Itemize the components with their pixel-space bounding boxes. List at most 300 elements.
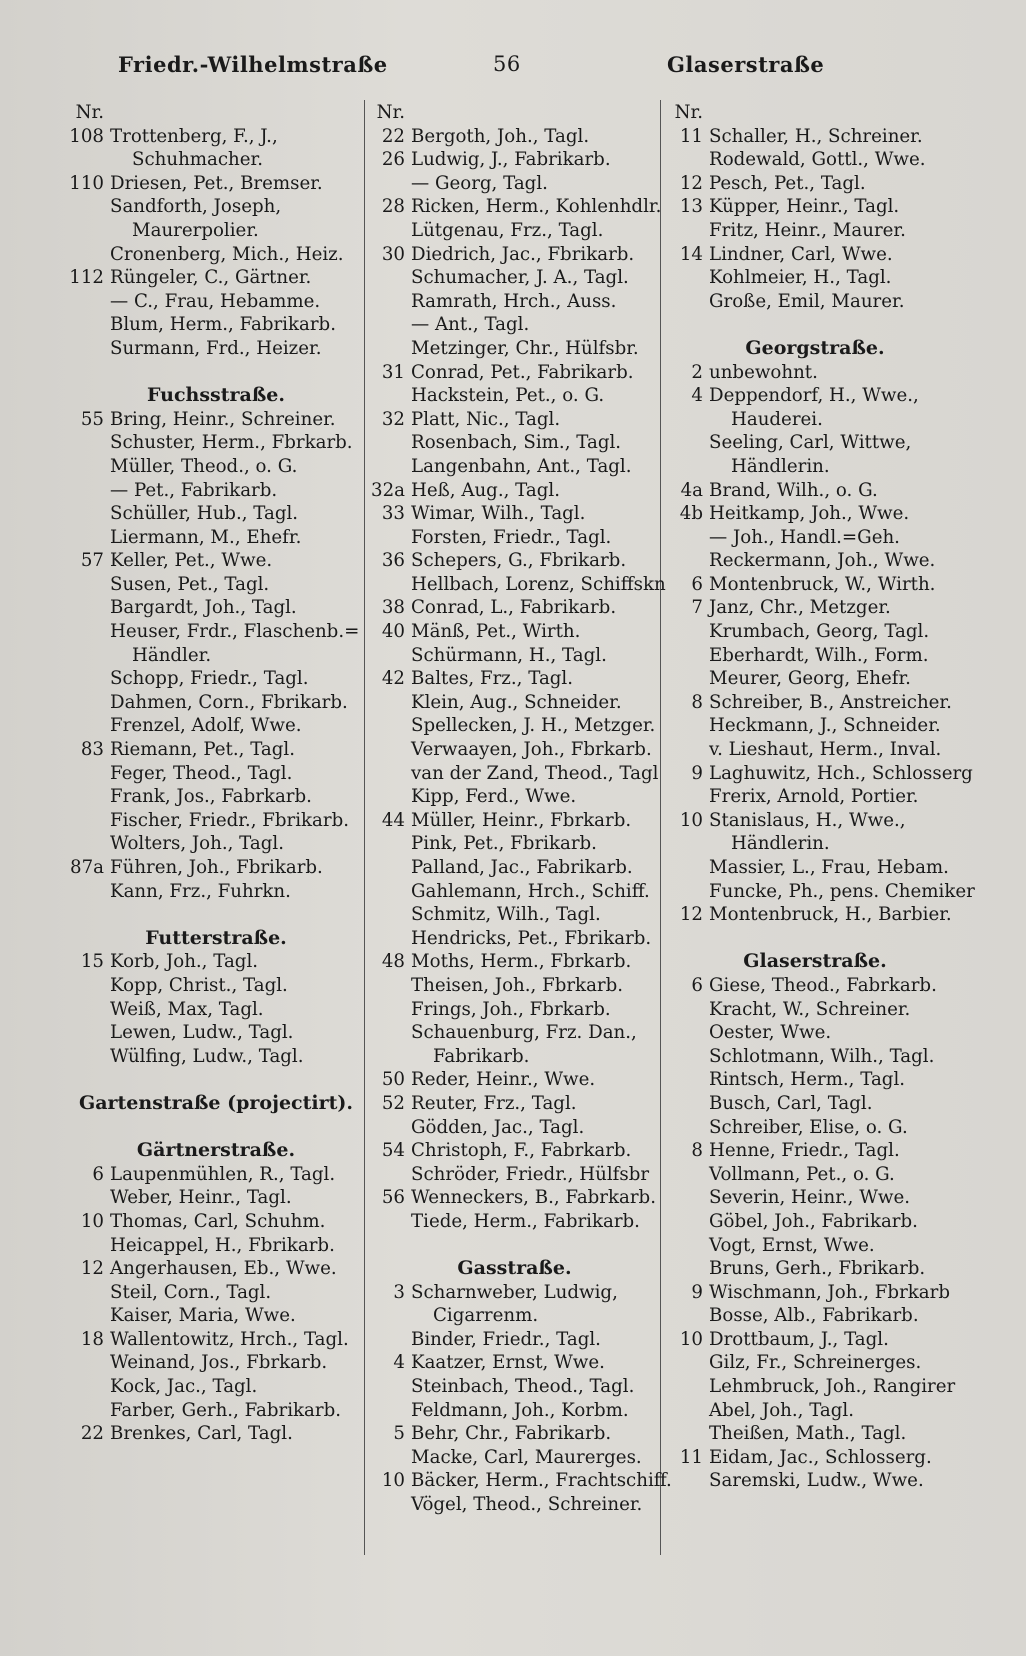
directory-entry bbox=[66, 1422, 366, 1446]
resident-text: Susen, Pet., Tagl. bbox=[110, 573, 270, 595]
house-number: 10 bbox=[80, 1210, 104, 1232]
resident-text: Schmitz, Wilh., Tagl. bbox=[411, 904, 601, 926]
street-heading: Gasstraße. bbox=[457, 1257, 572, 1280]
house-number: 26 bbox=[381, 149, 405, 171]
resident-text: Schepers, G., Fbrikarb. bbox=[411, 550, 627, 572]
directory-entry bbox=[665, 1375, 965, 1399]
resident-text: Mänß, Pet., Wirth. bbox=[411, 621, 581, 643]
spacer bbox=[665, 927, 965, 951]
directory-entry bbox=[367, 1116, 662, 1140]
resident-text: Blum, Herm., Fabrikarb. bbox=[110, 314, 336, 336]
directory-entry bbox=[367, 384, 662, 408]
directory-entry bbox=[66, 1163, 366, 1187]
house-number: Nr. bbox=[674, 102, 703, 123]
resident-text: Wülfing, Ludw., Tagl. bbox=[110, 1045, 304, 1067]
directory-entry bbox=[66, 620, 366, 644]
directory-entry bbox=[66, 762, 366, 786]
directory-entry bbox=[66, 408, 366, 432]
directory-entry bbox=[367, 809, 662, 833]
directory-entry bbox=[66, 1045, 366, 1069]
directory-entry bbox=[367, 714, 662, 738]
directory-entry bbox=[367, 644, 662, 668]
directory-entry bbox=[66, 832, 366, 856]
resident-text: Driesen, Pet., Bremser. bbox=[110, 172, 323, 194]
resident-text: Schüller, Hub., Tagl. bbox=[110, 503, 299, 525]
directory-entry bbox=[66, 1021, 366, 1045]
directory-entry bbox=[367, 667, 662, 691]
directory-entry bbox=[665, 1446, 965, 1470]
directory-entry bbox=[66, 950, 366, 974]
directory-entry bbox=[66, 549, 366, 573]
directory-entry bbox=[367, 1422, 662, 1446]
resident-text: Giese, Theod., Fabrkarb. bbox=[709, 974, 937, 996]
directory-entry bbox=[665, 549, 965, 573]
resident-text: Müller, Heinr., Fbrkarb. bbox=[411, 809, 632, 831]
directory-entry bbox=[66, 856, 366, 880]
resident-text: Farber, Gerh., Fabrikarb. bbox=[110, 1399, 341, 1421]
house-number: 11 bbox=[679, 125, 703, 147]
house-number: 56 bbox=[381, 1187, 405, 1209]
resident-text: Schürmann, H., Tagl. bbox=[411, 644, 607, 666]
resident-text: Cigarrenm. bbox=[433, 1305, 539, 1327]
directory-entry bbox=[665, 880, 975, 904]
directory-entry bbox=[66, 1234, 366, 1258]
resident-text: Theisen, Joh., Fbrkarb. bbox=[411, 974, 624, 996]
resident-text: Wallentowitz, Hrch., Tagl. bbox=[110, 1328, 349, 1350]
resident-text: Bäcker, Herm., Frachtschiff. bbox=[411, 1470, 672, 1492]
directory-entry bbox=[367, 573, 666, 597]
directory-entry bbox=[66, 1210, 366, 1234]
directory-entry bbox=[665, 526, 965, 550]
resident-text: Reckermann, Joh., Wwe. bbox=[709, 550, 936, 572]
directory-entry bbox=[367, 1163, 662, 1187]
resident-text: Schumacher, J. A., Tagl. bbox=[411, 267, 629, 289]
directory-entry bbox=[665, 1092, 965, 1116]
directory-entry bbox=[367, 974, 662, 998]
directory-entry bbox=[367, 408, 662, 432]
directory-entry bbox=[665, 1328, 965, 1352]
directory-entry bbox=[367, 1446, 662, 1470]
resident-text: Wischmann, Joh., Fbrkarb bbox=[709, 1281, 950, 1303]
spacer bbox=[66, 1116, 366, 1140]
resident-text: Fischer, Friedr., Fbrikarb. bbox=[110, 809, 350, 831]
resident-text: Lindner, Carl, Wwe. bbox=[709, 243, 893, 265]
directory-entry bbox=[665, 219, 965, 243]
house-number: 54 bbox=[381, 1140, 405, 1162]
resident-text: Platt, Nic., Tagl. bbox=[411, 408, 561, 430]
directory-entry bbox=[367, 596, 662, 620]
directory-entry bbox=[367, 1021, 662, 1045]
resident-text: Weber, Heinr., Tagl. bbox=[110, 1187, 292, 1209]
house-number: 6 bbox=[691, 974, 703, 996]
house-number: 10 bbox=[381, 1470, 405, 1492]
resident-text: Liermann, M., Ehefr. bbox=[110, 526, 302, 548]
resident-text: Meurer, Georg, Ehefr. bbox=[709, 668, 911, 690]
house-number: 10 bbox=[679, 1328, 703, 1350]
house-number: 11 bbox=[679, 1446, 703, 1468]
directory-entry bbox=[665, 195, 965, 219]
directory-entry bbox=[367, 832, 662, 856]
house-number: 36 bbox=[381, 550, 405, 572]
resident-text: Deppendorf, H., Wwe., bbox=[709, 385, 919, 407]
directory-entry bbox=[66, 1257, 366, 1281]
directory-entry bbox=[66, 738, 366, 762]
directory-entry bbox=[665, 1139, 965, 1163]
house-number: 8 bbox=[691, 1140, 703, 1162]
house-number: 38 bbox=[381, 597, 405, 619]
resident-text: van der Zand, Theod., Tagl bbox=[411, 762, 659, 784]
directory-entry bbox=[367, 950, 662, 974]
house-number: 108 bbox=[69, 125, 104, 147]
directory-entry bbox=[665, 1021, 965, 1045]
directory-entry bbox=[665, 101, 965, 125]
house-number: 14 bbox=[679, 243, 703, 265]
directory-entry bbox=[665, 998, 965, 1022]
directory-entry bbox=[66, 337, 366, 361]
resident-text: Busch, Carl, Tagl. bbox=[709, 1092, 873, 1114]
resident-text: Vollmann, Pet., o. G. bbox=[709, 1163, 895, 1185]
page-number: 56 bbox=[493, 52, 521, 76]
directory-entry bbox=[665, 1186, 965, 1210]
directory-entry bbox=[665, 1068, 965, 1092]
resident-text: Binder, Friedr., Tagl. bbox=[411, 1328, 601, 1350]
directory-entry bbox=[66, 502, 366, 526]
spacer bbox=[367, 1234, 662, 1258]
street-heading: Gärtnerstraße. bbox=[136, 1139, 296, 1162]
resident-text: Conrad, Pet., Fabrikarb. bbox=[411, 361, 634, 383]
directory-entry bbox=[665, 431, 965, 455]
resident-text: Hackstein, Pet., o. G. bbox=[411, 385, 605, 407]
directory-entry bbox=[665, 1210, 965, 1234]
directory-entry bbox=[66, 101, 366, 125]
house-number: 7 bbox=[691, 597, 703, 619]
resident-text: Ludwig, J., Fabrikarb. bbox=[411, 149, 611, 171]
resident-text: Gahlemann, Hrch., Schiff. bbox=[411, 880, 650, 902]
directory-entry bbox=[665, 148, 965, 172]
directory-entry bbox=[665, 1469, 965, 1493]
directory-entry bbox=[367, 1068, 662, 1092]
house-number: 55 bbox=[80, 408, 104, 430]
directory-entry bbox=[665, 290, 965, 314]
house-number: 3 bbox=[393, 1281, 405, 1303]
house-number: 83 bbox=[80, 739, 104, 761]
directory-entry bbox=[665, 785, 965, 809]
directory-entry bbox=[665, 738, 965, 762]
directory-entry bbox=[367, 927, 662, 951]
resident-text: Lütgenau, Frz., Tagl. bbox=[411, 219, 604, 241]
directory-entry bbox=[665, 856, 965, 880]
directory-entry bbox=[665, 1116, 965, 1140]
house-number: 22 bbox=[80, 1423, 104, 1445]
directory-entry bbox=[665, 832, 965, 856]
resident-text: Große, Emil, Maurer. bbox=[709, 290, 905, 312]
directory-entry bbox=[665, 172, 965, 196]
directory-entry bbox=[367, 1281, 662, 1305]
resident-text: Müller, Theod., o. G. bbox=[110, 455, 298, 477]
resident-text: Montenbruck, H., Barbier. bbox=[709, 904, 952, 926]
house-number: 50 bbox=[381, 1069, 405, 1091]
resident-text: Weiß, Max, Tagl. bbox=[110, 998, 264, 1020]
street-heading: Futterstraße. bbox=[145, 926, 287, 949]
resident-text: Seeling, Carl, Wittwe, bbox=[709, 432, 912, 454]
directory-entry bbox=[367, 526, 662, 550]
resident-text: Klein, Aug., Schneider. bbox=[411, 691, 622, 713]
house-number: 4b bbox=[679, 503, 703, 525]
directory-entry bbox=[66, 644, 366, 668]
directory-entry bbox=[665, 1163, 965, 1187]
directory-entry bbox=[367, 880, 662, 904]
directory-entry bbox=[665, 384, 965, 408]
house-number: 12 bbox=[679, 904, 703, 926]
directory-entry bbox=[367, 1304, 662, 1328]
house-number: 22 bbox=[381, 125, 405, 147]
resident-text: Wimar, Wilh., Tagl. bbox=[411, 503, 586, 525]
resident-text: — Ant., Tagl. bbox=[411, 314, 530, 336]
resident-text: Bosse, Alb., Fabrikarb. bbox=[709, 1305, 919, 1327]
spacer bbox=[66, 903, 366, 927]
resident-text: Küpper, Heinr., Tagl. bbox=[709, 196, 900, 218]
resident-text: Frings, Joh., Fbrkarb. bbox=[411, 998, 611, 1020]
house-number: 32a bbox=[371, 479, 405, 501]
resident-text: Palland, Jac., Fabrikarb. bbox=[411, 857, 633, 878]
directory-entry bbox=[367, 1210, 662, 1234]
directory-entry bbox=[66, 195, 366, 219]
directory-entry bbox=[66, 596, 366, 620]
resident-text: Kopp, Christ., Tagl. bbox=[110, 974, 288, 996]
resident-text: Baltes, Frz., Tagl. bbox=[411, 668, 574, 690]
resident-text: Schreiber, B., Anstreicher. bbox=[709, 691, 952, 713]
directory-entry bbox=[665, 125, 965, 149]
resident-text: Rintsch, Herm., Tagl. bbox=[709, 1069, 906, 1091]
resident-text: Steinbach, Theod., Tagl. bbox=[411, 1376, 635, 1398]
resident-text: Hellbach, Lorenz, Schiffskn bbox=[411, 573, 666, 595]
directory-entry bbox=[367, 455, 662, 479]
resident-text: Fritz, Heinr., Maurer. bbox=[709, 219, 906, 241]
resident-text: Händlerin. bbox=[731, 833, 830, 855]
directory-entry bbox=[66, 573, 366, 597]
resident-text: v. Lieshaut, Herm., Inval. bbox=[709, 739, 942, 761]
resident-text: Bargardt, Joh., Tagl. bbox=[110, 597, 297, 619]
resident-text: Ricken, Herm., Kohlenhdlr. bbox=[411, 196, 662, 218]
house-number: 4 bbox=[393, 1352, 405, 1374]
directory-entry bbox=[665, 974, 965, 998]
house-number: 18 bbox=[80, 1328, 104, 1350]
resident-text: Pesch, Pet., Tagl. bbox=[709, 172, 866, 194]
directory-entry bbox=[367, 502, 662, 526]
house-number: 15 bbox=[80, 951, 104, 973]
resident-text: Kann, Frz., Fuhrkn. bbox=[110, 880, 291, 902]
spacer bbox=[66, 361, 366, 385]
house-number: 13 bbox=[679, 196, 703, 218]
directory-entry bbox=[367, 1493, 662, 1517]
resident-text: unbewohnt. bbox=[709, 361, 818, 383]
directory-entry bbox=[665, 620, 965, 644]
directory-entry bbox=[66, 809, 366, 833]
resident-text: Riemann, Pet., Tagl. bbox=[110, 739, 295, 761]
directory-entry bbox=[66, 290, 366, 314]
house-number: 48 bbox=[381, 951, 405, 973]
directory-entry bbox=[367, 738, 662, 762]
directory-entry bbox=[665, 479, 965, 503]
directory-entry bbox=[367, 101, 662, 125]
resident-text: Reuter, Frz., Tagl. bbox=[411, 1092, 577, 1114]
resident-text: Rosenbach, Sim., Tagl. bbox=[411, 432, 622, 454]
directory-entry bbox=[66, 172, 366, 196]
directory-entry bbox=[367, 1469, 672, 1493]
directory-entry bbox=[665, 596, 965, 620]
resident-text: Bergoth, Joh., Tagl. bbox=[411, 125, 590, 147]
directory-entry bbox=[66, 998, 366, 1022]
directory-entry bbox=[665, 455, 965, 479]
resident-text: Rüngeler, C., Gärtner. bbox=[110, 267, 312, 289]
house-number: 6 bbox=[92, 1163, 104, 1185]
resident-text: Spellecken, J. H., Metzger. bbox=[411, 715, 656, 737]
running-header-right: Glaserstraße bbox=[667, 52, 825, 77]
directory-entry bbox=[367, 785, 662, 809]
directory-entry bbox=[66, 125, 366, 149]
resident-text: Heß, Aug., Tagl. bbox=[411, 479, 560, 501]
resident-text: Hauderei. bbox=[731, 408, 823, 430]
running-header-left: Friedr.-Wilhelmstraße bbox=[118, 52, 388, 77]
resident-text: Göbel, Joh., Fabrikarb. bbox=[709, 1210, 918, 1232]
resident-text: Metzinger, Chr., Hülfsbr. bbox=[411, 337, 639, 359]
resident-text: Kock, Jac., Tagl. bbox=[110, 1376, 258, 1398]
directory-entry bbox=[665, 266, 965, 290]
resident-text: Verwaayen, Joh., Fbrkarb. bbox=[411, 739, 652, 761]
house-number: 8 bbox=[691, 691, 703, 713]
resident-text: Scharnweber, Ludwig, bbox=[411, 1281, 618, 1303]
resident-text: Kaiser, Maria, Wwe. bbox=[110, 1305, 296, 1327]
resident-text: Lewen, Ludw., Tagl. bbox=[110, 1022, 294, 1044]
directory-column-1 bbox=[66, 101, 366, 1446]
resident-text: Ramrath, Hrch., Auss. bbox=[411, 290, 617, 312]
resident-text: Schröder, Friedr., Hülfsbr bbox=[411, 1163, 650, 1185]
directory-entry bbox=[665, 667, 965, 691]
resident-text: Bring, Heinr., Schreiner. bbox=[110, 408, 336, 430]
directory-entry bbox=[66, 148, 366, 172]
house-number: 5 bbox=[393, 1423, 405, 1445]
resident-text: Christoph, F., Fabrkarb. bbox=[411, 1140, 632, 1162]
directory-entry bbox=[66, 1281, 366, 1305]
resident-text: Sandforth, Joseph, bbox=[110, 196, 282, 218]
directory-entry bbox=[665, 644, 965, 668]
directory-entry bbox=[367, 479, 662, 503]
resident-text: Reder, Heinr., Wwe. bbox=[411, 1069, 596, 1091]
directory-entry bbox=[665, 1304, 965, 1328]
street-heading: Fuchsstraße. bbox=[147, 384, 285, 407]
directory-entry bbox=[367, 313, 662, 337]
directory-entry bbox=[367, 1092, 662, 1116]
resident-text: Bruns, Gerh., Fbrikarb. bbox=[709, 1258, 926, 1280]
resident-text: Angerhausen, Eb., Wwe. bbox=[110, 1258, 337, 1280]
directory-entry bbox=[665, 1399, 965, 1423]
resident-text: Korb, Joh., Tagl. bbox=[110, 951, 259, 973]
house-number: 10 bbox=[679, 809, 703, 831]
house-number: 6 bbox=[691, 573, 703, 595]
house-number: 40 bbox=[381, 621, 405, 643]
resident-text: Händler. bbox=[132, 644, 212, 666]
directory-entry bbox=[66, 880, 366, 904]
house-number: 12 bbox=[679, 172, 703, 194]
directory-entry bbox=[66, 243, 366, 267]
house-number: 110 bbox=[69, 172, 104, 194]
resident-text: Frank, Jos., Fabrkarb. bbox=[110, 786, 312, 808]
resident-text: Brand, Wilh., o. G. bbox=[709, 479, 878, 501]
resident-text: Feldmann, Joh., Korbm. bbox=[411, 1399, 629, 1421]
resident-text: Keller, Pet., Wwe. bbox=[110, 550, 273, 572]
directory-entry bbox=[665, 714, 965, 738]
resident-text: Pink, Pet., Fbrikarb. bbox=[411, 833, 597, 855]
directory-entry bbox=[66, 785, 366, 809]
directory-entry bbox=[66, 219, 366, 243]
house-number: 57 bbox=[80, 550, 104, 572]
directory-entry bbox=[66, 455, 366, 479]
resident-text: Schopp, Friedr., Tagl. bbox=[110, 668, 309, 690]
directory-entry bbox=[66, 714, 366, 738]
house-number: 28 bbox=[381, 196, 405, 218]
directory-entry bbox=[665, 1045, 965, 1069]
spacer bbox=[66, 1068, 366, 1092]
resident-text: Tiede, Herm., Fabrikarb. bbox=[411, 1210, 640, 1232]
directory-entry bbox=[367, 1139, 662, 1163]
directory-entry bbox=[665, 762, 973, 786]
house-number: 31 bbox=[381, 361, 405, 383]
resident-text: — Georg, Tagl. bbox=[411, 172, 548, 194]
house-number: 2 bbox=[691, 361, 703, 383]
house-number: 52 bbox=[381, 1092, 405, 1114]
directory-entry bbox=[367, 691, 662, 715]
house-number: Nr. bbox=[75, 102, 104, 123]
directory-entry bbox=[367, 549, 662, 573]
directory-entry bbox=[367, 290, 662, 314]
resident-text: Forsten, Friedr., Tagl. bbox=[411, 526, 612, 548]
resident-text: Laghuwitz, Hch., Schlosserg bbox=[709, 762, 973, 784]
directory-entry bbox=[665, 691, 965, 715]
resident-text: Kipp, Ferd., Wwe. bbox=[411, 786, 577, 808]
directory-entry bbox=[367, 1186, 662, 1210]
directory-entry bbox=[367, 1045, 662, 1069]
directory-entry bbox=[367, 219, 662, 243]
directory-entry bbox=[367, 762, 662, 786]
resident-text: Schreiber, Elise, o. G. bbox=[709, 1116, 908, 1138]
resident-text: Massier, L., Frau, Hebam. bbox=[709, 857, 949, 878]
house-number: 44 bbox=[381, 809, 405, 831]
directory-entry bbox=[66, 313, 366, 337]
directory-entry bbox=[66, 1304, 366, 1328]
resident-text: Wenneckers, B., Fabrkarb. bbox=[411, 1187, 656, 1209]
resident-text: Oester, Wwe. bbox=[709, 1022, 832, 1044]
directory-entry bbox=[665, 1257, 965, 1281]
directory-entry bbox=[367, 361, 662, 385]
resident-text: Langenbahn, Ant., Tagl. bbox=[411, 455, 632, 477]
resident-text: Feger, Theod., Tagl. bbox=[110, 762, 293, 784]
resident-text: Heitkamp, Joh., Wwe. bbox=[709, 503, 910, 525]
directory-entry bbox=[367, 1399, 662, 1423]
resident-text: Drottbaum, J., Tagl. bbox=[709, 1328, 889, 1350]
resident-text: Gödden, Jac., Tagl. bbox=[411, 1116, 585, 1138]
directory-entry bbox=[367, 337, 662, 361]
directory-entry bbox=[66, 1399, 366, 1423]
resident-text: Händlerin. bbox=[731, 455, 830, 477]
directory-entry bbox=[367, 903, 662, 927]
resident-text: Heuser, Frdr., Flaschenb.= bbox=[110, 621, 360, 643]
resident-text: Surmann, Frd., Heizer. bbox=[110, 337, 322, 359]
resident-text: Saremski, Ludw., Wwe. bbox=[709, 1470, 924, 1492]
directory-entry bbox=[367, 148, 662, 172]
resident-text: Moths, Herm., Fbrkarb. bbox=[411, 951, 632, 973]
directory-entry bbox=[66, 1186, 366, 1210]
directory-entry bbox=[66, 431, 366, 455]
